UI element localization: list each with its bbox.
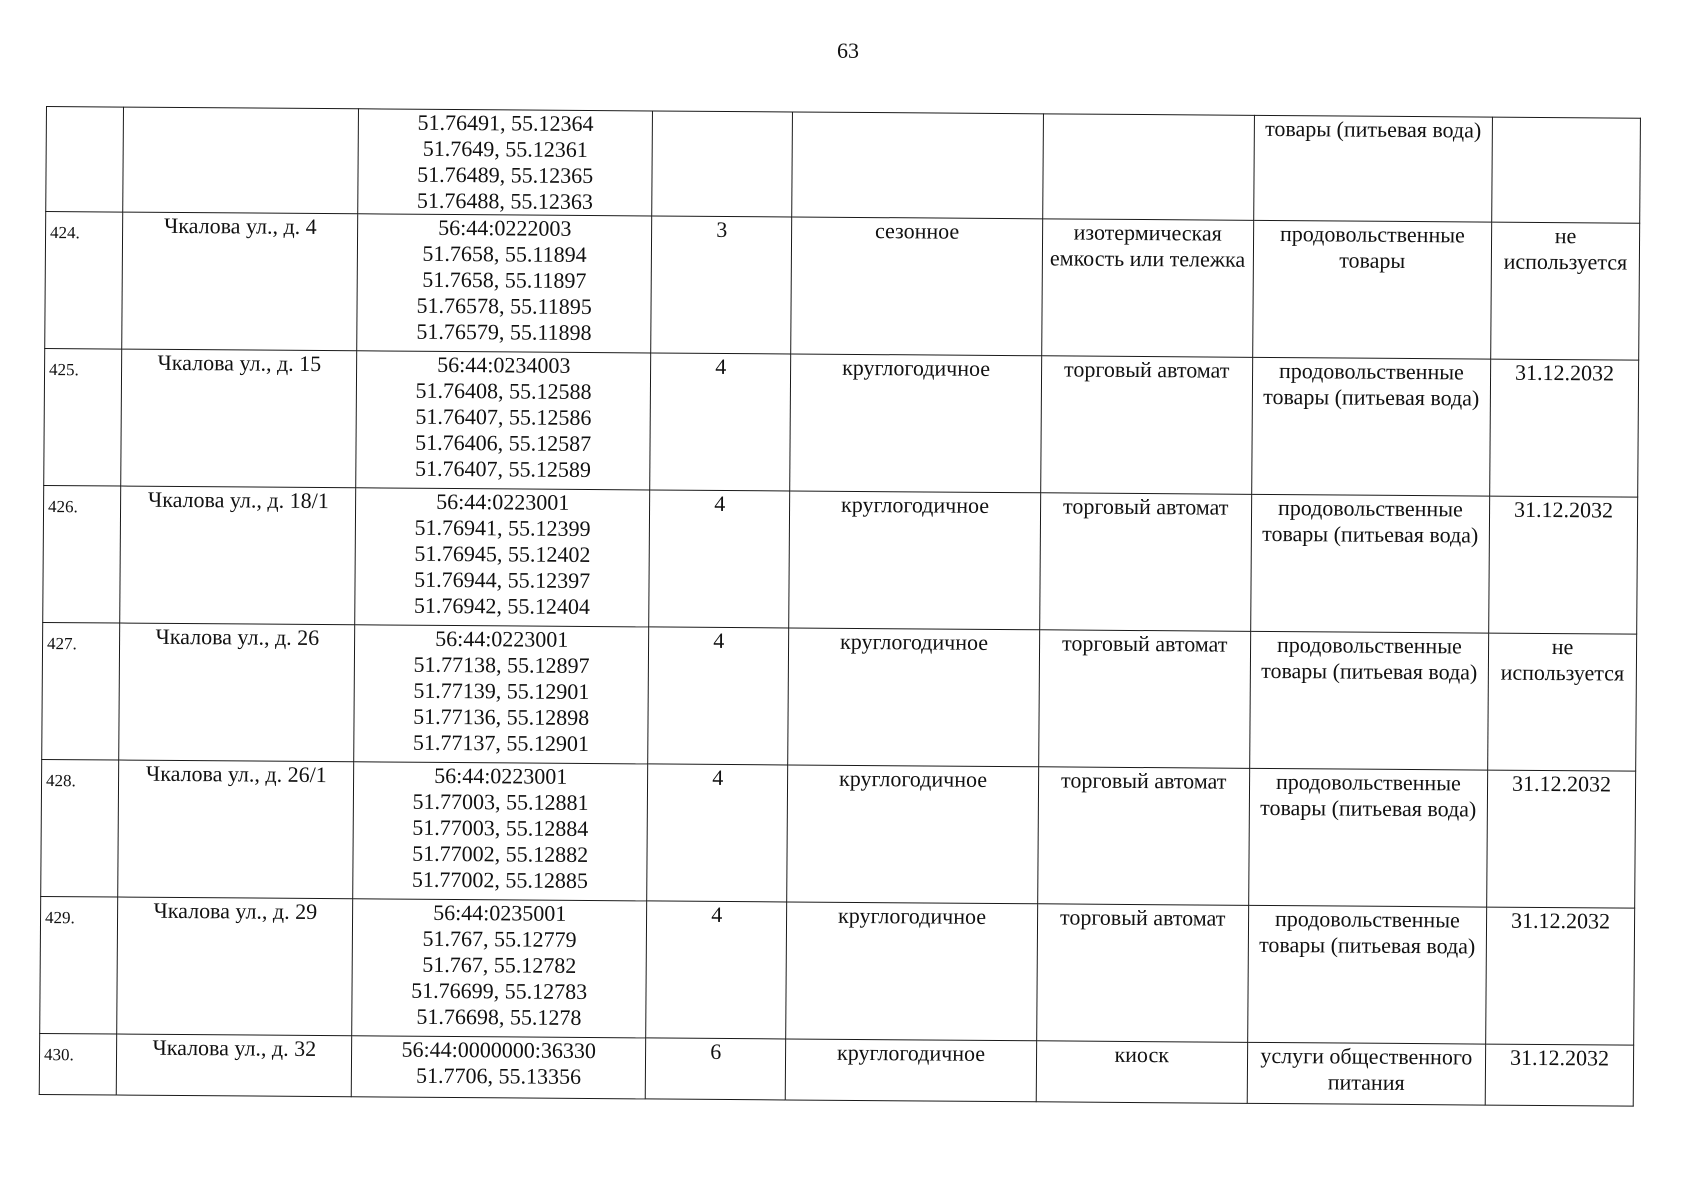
cadastral-number: 56:44:0235001 [433, 899, 567, 926]
coordinate-line: 51.76408, 55.12588 [415, 377, 592, 405]
cell-num: 426. [43, 485, 121, 623]
table-row [43, 485, 1638, 634]
cell-area: 4 [648, 627, 789, 765]
cell-period [792, 112, 1043, 219]
cell-period: круглогодичное [786, 1039, 1037, 1102]
table-row [40, 896, 1635, 1045]
cell-coordinates [353, 762, 648, 901]
cell-coordinates [358, 109, 653, 216]
cadastral-number: 56:44:0000000:36330 [401, 1036, 596, 1064]
cell-object-type [1042, 114, 1254, 221]
cadastral-number: 56:44:0223001 [436, 488, 570, 515]
cell-period: круглогодичное [787, 765, 1038, 904]
cell-num: 428. [41, 759, 119, 897]
cell-term [1492, 117, 1641, 223]
coordinate-line: 51.77003, 55.12884 [412, 814, 589, 841]
coordinate-line: 51.76488, 55.12363 [416, 187, 594, 215]
placement-table [39, 106, 1641, 1107]
table-row-continuation [46, 107, 1641, 224]
cell-period: сезонное [791, 217, 1042, 356]
coordinate-line: 51.76944, 55.12397 [414, 566, 591, 594]
coordinate-line: 51.7706, 55.13356 [415, 1062, 582, 1089]
cell-goods: продовольственные товары (питьевая вода) [1251, 357, 1490, 496]
coordinate-line: 51.7649, 55.12361 [422, 135, 588, 162]
coordinate-line: 51.767, 55.12782 [422, 951, 577, 978]
cell-coordinates [352, 899, 647, 1038]
coordinate-line: 51.76942, 55.12404 [413, 592, 591, 620]
coordinate-line: 51.7658, 55.11894 [422, 240, 587, 267]
cell-object-type: торговый автомат [1040, 356, 1252, 495]
cell-address: Чкалова ул., д. 29 [117, 897, 353, 1036]
cell-object-type: торговый автомат [1037, 767, 1249, 906]
coordinate-line: 51.77138, 55.12897 [413, 651, 590, 678]
table-body [39, 107, 1640, 1107]
cell-term: 31.12.2032 [1489, 496, 1638, 634]
coordinate-line: 51.76578, 55.11895 [416, 292, 592, 320]
cell-goods: услуги общественного питания [1247, 1042, 1486, 1105]
coordinate-line: 51.76579, 55.11898 [416, 318, 592, 346]
cell-num: 427. [42, 622, 120, 760]
cell-term: 31.12.2032 [1485, 1044, 1633, 1106]
coordinate-line: 51.76406, 55.12587 [415, 429, 592, 457]
cell-goods: товары (питьевая вода) [1253, 115, 1492, 222]
cell-area: 4 [650, 353, 791, 491]
coordinate-line: 51.76489, 55.12365 [417, 161, 594, 189]
table-row [44, 348, 1639, 497]
cell-num: 429. [40, 896, 118, 1034]
cell-num: 430. [39, 1033, 117, 1095]
cell-object-type: торговый автомат [1039, 493, 1251, 632]
cell-coordinates [354, 625, 649, 764]
coordinate-line: 51.76699, 55.12783 [411, 977, 588, 1004]
coordinate-line: 51.767, 55.12779 [422, 925, 577, 952]
cell-object-type: изотермическая емкость или тележка [1041, 219, 1253, 358]
cell-period: круглогодичное [788, 628, 1039, 767]
cell-coordinates [352, 1036, 646, 1099]
coordinate-line: 51.77139, 55.12901 [413, 677, 590, 704]
cell-area: 6 [645, 1038, 786, 1100]
cell-period: круглогодичное [790, 354, 1041, 493]
cell-address: Чкалова ул., д. 26/1 [118, 760, 354, 899]
coordinate-line: 51.76407, 55.12589 [414, 455, 592, 483]
cell-coordinates [356, 351, 651, 490]
cell-num: 425. [44, 348, 122, 486]
cell-area [652, 111, 793, 217]
cell-period: круглогодичное [786, 902, 1037, 1041]
coordinate-line: 51.76407, 55.12586 [415, 403, 592, 431]
cell-area: 4 [647, 764, 788, 902]
cell-coordinates [355, 488, 650, 627]
cell-coordinates [357, 214, 652, 353]
cell-address: Чкалова ул., д. 4 [122, 212, 358, 351]
cell-address: Чкалова ул., д. 32 [117, 1034, 352, 1097]
cell-object-type: киоск [1036, 1041, 1248, 1104]
cadastral-number: 56:44:0223001 [435, 625, 569, 652]
coordinate-line: 51.77002, 55.12885 [411, 866, 589, 893]
coordinate-line: 51.7658, 55.11897 [422, 266, 587, 293]
cell-area: 3 [651, 216, 792, 354]
page-number: 63 [837, 38, 859, 63]
cell-area: 4 [646, 901, 787, 1039]
cell-address [123, 107, 359, 214]
cell-area: 4 [649, 490, 790, 628]
cell-object-type: торговый автомат [1036, 904, 1248, 1043]
cadastral-number: 56:44:0222003 [438, 214, 572, 241]
cell-goods: продовольственные товары (питьевая вода) [1248, 768, 1487, 907]
table-row [41, 759, 1636, 908]
cell-address: Чкалова ул., д. 26 [119, 623, 355, 762]
cell-goods: продовольственные товары (питьевая вода) [1249, 631, 1488, 770]
cell-term: 31.12.2032 [1490, 359, 1639, 497]
cadastral-number: 56:44:0234003 [437, 351, 571, 378]
cell-num [46, 107, 124, 213]
cell-address: Чкалова ул., д. 18/1 [120, 486, 356, 625]
coordinate-line: 51.77136, 55.12898 [413, 703, 590, 730]
coordinate-line: 51.76491, 55.12364 [417, 109, 594, 137]
cell-goods: продовольственные товары (питьевая вода) [1250, 494, 1489, 633]
cell-object-type: торговый автомат [1038, 630, 1250, 769]
cell-goods: продовольственные товары [1252, 220, 1491, 359]
coordinate-line: 51.77002, 55.12882 [412, 840, 589, 867]
cadastral-number: 56:44:0223001 [434, 762, 568, 789]
coordinate-line: 51.77137, 55.12901 [412, 729, 590, 756]
cell-num: 424. [45, 212, 123, 350]
cell-term: не используется [1488, 633, 1637, 771]
coordinate-line: 51.76945, 55.12402 [414, 540, 591, 568]
cell-period: круглогодичное [789, 491, 1040, 630]
coordinate-line: 51.76698, 55.1278 [416, 1003, 582, 1030]
cell-term: не используется [1491, 222, 1640, 360]
cell-term: 31.12.2032 [1487, 770, 1636, 908]
cell-address: Чкалова ул., д. 15 [121, 349, 357, 488]
cell-term: 31.12.2032 [1486, 907, 1635, 1045]
table-row [42, 622, 1637, 771]
cell-goods: продовольственные товары (питьевая вода) [1247, 905, 1486, 1044]
table-row [39, 1033, 1633, 1106]
coordinate-line: 51.77003, 55.12881 [412, 788, 589, 815]
table-row [45, 212, 1640, 361]
coordinate-line: 51.76941, 55.12399 [414, 514, 591, 542]
